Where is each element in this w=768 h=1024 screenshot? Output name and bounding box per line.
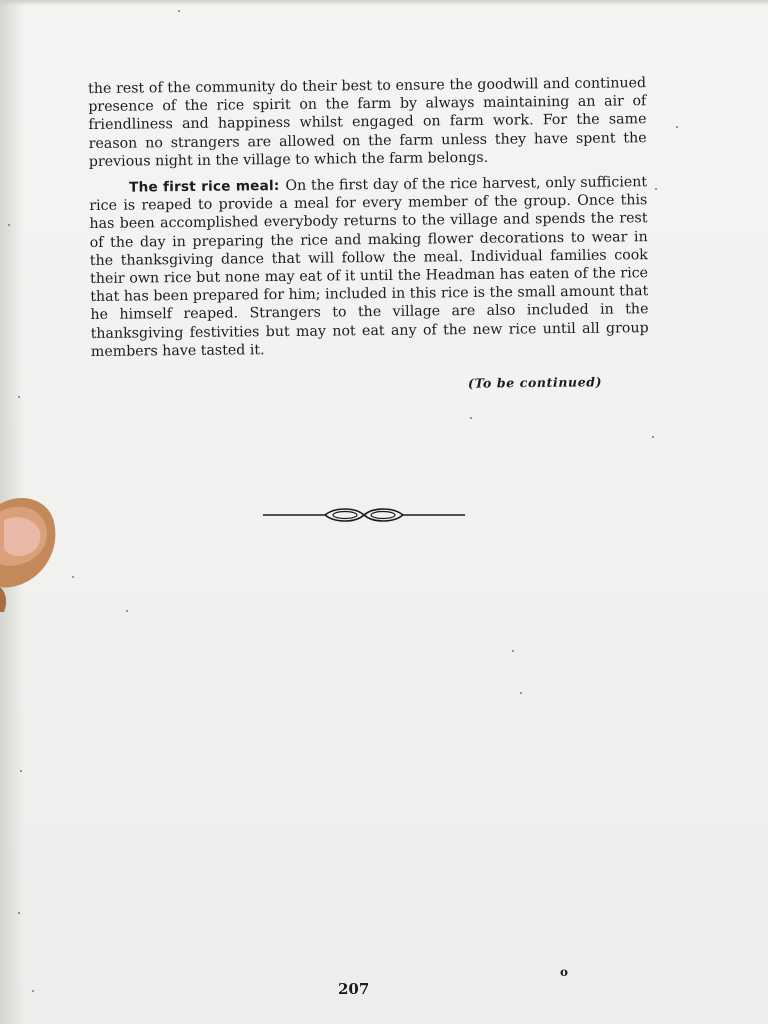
thumb-icon [0,492,60,612]
scan-speck [512,650,514,652]
continued-note: (To be continued) [467,374,603,391]
scan-speck [178,10,180,12]
paragraph-text: On the first day of the rice harvest, only sufficient rice is reaped to provide a meal for every member of the group. Once this has been accomplished everybody returns to the village and spends the rest of the day in preparing the rice and making flower decorations to wear in the thanksgiving dance that will follow the meal. Individual families cook their own rice but none may eat of it until the Headman has eaten of the rice that has been prepared for him; included in this rice is the small amount that he himself reaped. Strangers to the village are also included in the thanksgiving festivities but may not eat any of the new rice until all group members have tasted it. [89,174,649,360]
page-number: 207 [338,980,370,998]
scan-speck [655,188,657,190]
scan-speck [676,126,678,128]
paragraph-text: the rest of the community do their best to ensure the goodwill and continued presence of the rice spirit on the farm by always maintaining an air of friendliness and happiness whilst engaged on farm work. For the same reason no strangers are allowed on the farm unless they have spent the previous night in the village to which the farm belongs. [88,75,647,170]
page-top-edge [0,0,768,6]
section-heading: The first rice meal: [129,178,280,196]
decorative-flourish-divider-icon [263,505,465,525]
scan-speck [652,436,654,438]
body-text [88,74,649,361]
scan-speck [8,224,10,226]
scan-speck [126,610,128,612]
paragraph-continued [88,74,647,171]
scan-speck [470,417,472,419]
scan-speck [72,576,74,578]
scan-speck [20,770,22,772]
scan-speck [18,396,20,398]
scan-speck [520,692,522,694]
scan-speck [32,990,34,992]
scan-speck [18,912,20,914]
paragraph-first-rice-meal [89,173,649,361]
stray-mark: o [560,965,569,979]
